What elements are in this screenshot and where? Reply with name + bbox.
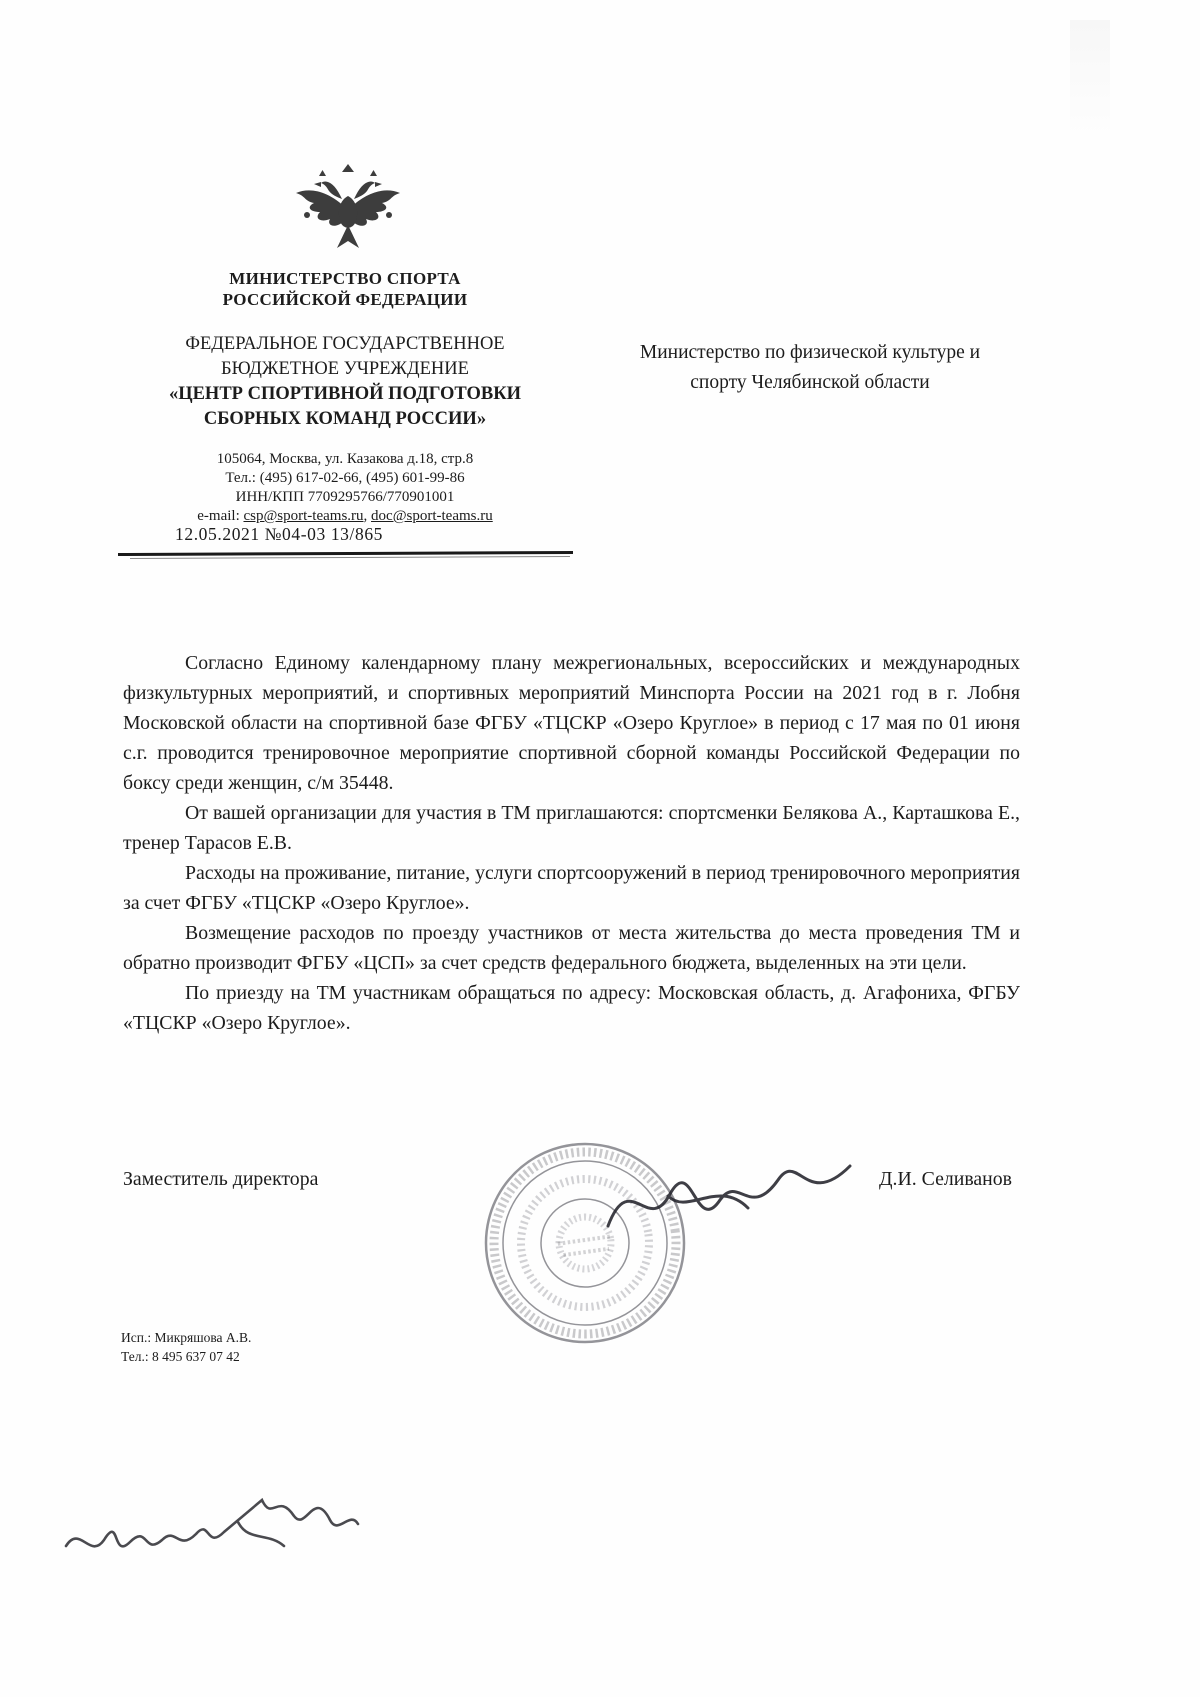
sender-block: [110, 268, 580, 526]
org-name-line2: БЮДЖЕТНОЕ УЧРЕЖДЕНИЕ: [221, 359, 469, 379]
email-label: e-mail:: [197, 508, 244, 524]
executor-phone: Тел.: 8 495 637 07 42: [121, 1349, 240, 1364]
email-separator: ,: [363, 508, 372, 524]
email-address-2: doc@sport-teams.ru: [371, 508, 493, 524]
recipient-line1: Министерство по физической культуре и: [639, 342, 981, 363]
sender-address: 105064, Москва, ул. Казакова д.18, стр.8: [216, 451, 474, 467]
signer-position: Заместитель директора: [123, 1168, 319, 1190]
executor-name: Исп.: Микряшова А.В.: [121, 1330, 252, 1345]
email-address-1: csp@sport-teams.ru: [243, 508, 364, 524]
recipient-line2: спорту Челябинской области: [690, 372, 930, 393]
signer-name: Д.И. Селиванов: [879, 1168, 1012, 1190]
russia-coat-of-arms-icon: [288, 162, 408, 264]
org-name-line4: СБОРНЫХ КОМАНД РОССИИ»: [203, 409, 487, 429]
ministry-name-line2: РОССИЙСКОЙ ФЕДЕРАЦИИ: [222, 290, 468, 309]
paragraph-3: Расходы на проживание, питание, услуги спортсооружений в период тренировочного мероприятия за счет ФГБУ «ТЦСКР «Озеро Круглое».: [123, 862, 1020, 914]
date-reference-number: 12.05.2021 №04-03 13/865: [175, 524, 384, 544]
contact-block: [110, 450, 580, 526]
org-name-line1: ФЕДЕРАЛЬНОЕ ГОСУДАРСТВЕННОЕ: [185, 334, 505, 354]
handwritten-scribble: [58, 1462, 368, 1582]
letter-body: [123, 648, 1020, 1038]
handwritten-signature: [598, 1138, 868, 1268]
scan-artifact: [1070, 20, 1110, 140]
executor-block: [121, 1328, 251, 1366]
reference-underline: [118, 551, 573, 556]
org-name-line3: «ЦЕНТР СПОРТИВНОЙ ПОДГОТОВКИ: [168, 384, 522, 404]
sender-phone: Тел.: (495) 617-02-66, (495) 601-99-86: [225, 470, 465, 486]
reference-underline-thin: [130, 556, 570, 559]
paragraph-1: Согласно Единому календарному плану межрегиональных, всероссийских и международных физкультурных мероприятий, и спортивных мероприятий Минспорта России на 2021 год в г. Лобня Московской области на спортивной базе ФГБУ «ТЦСКР «Озеро Круглое» в период с 17 мая по 01 июня с.г. проводится тренировочное мероприятие спортивной сборной команды Российской Федерации по боксу среди женщин, с/м 35448.: [123, 652, 1020, 794]
paragraph-5: По приезду на ТМ участникам обращаться по адресу: Московская область, д. Агафониха, ФГБУ «ТЦСКР «Озеро Круглое».: [123, 982, 1020, 1034]
paragraph-2: От вашей организации для участия в ТМ приглашаются: спортсменки Белякова А., Карташкова Е., тренер Тарасов Е.В.: [123, 802, 1020, 854]
recipient-block: [575, 338, 1045, 398]
paragraph-4: Возмещение расходов по проезду участников от места жительства до места проведения ТМ и обратно производит ФГБУ «ЦСП» за счет средств федерального бюджета, выделенных на эти цели.: [123, 922, 1020, 974]
ministry-name-line1: МИНИСТЕРСТВО СПОРТА: [229, 269, 461, 288]
sender-inn-kpp: ИНН/КПП 7709295766/770901001: [235, 489, 455, 505]
organization-name: [110, 332, 580, 432]
